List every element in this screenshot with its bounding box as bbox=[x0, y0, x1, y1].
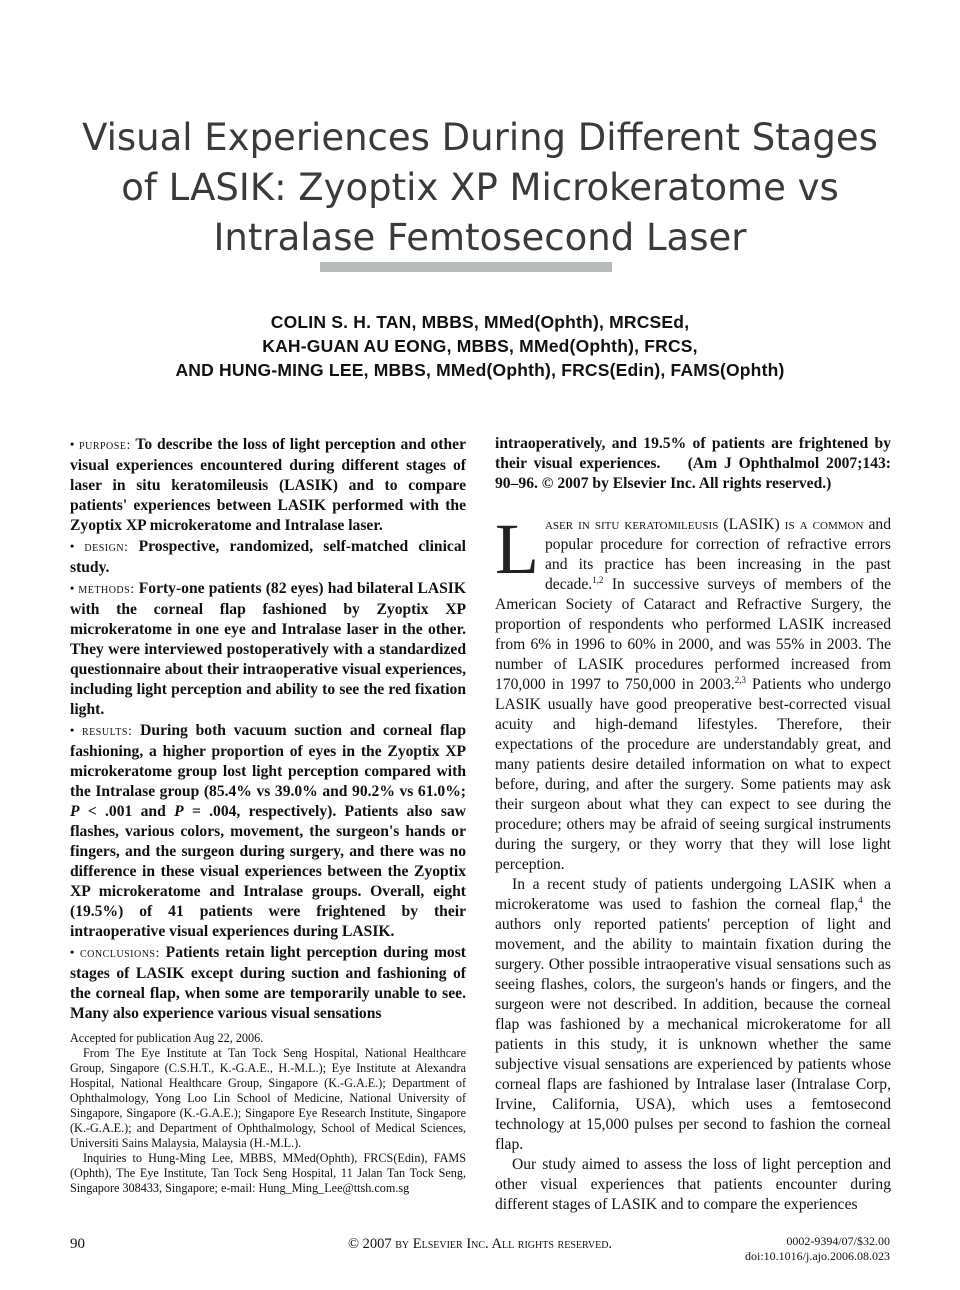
footer-identifiers bbox=[745, 1234, 890, 1264]
affiliations: From The Eye Institute at Tan Tock Seng Hospital, National Healthcare Group, Singapore (C.S.H.T., K.-G.A.E., H.-M.L.); Eye Institute at Alexandra Hospital, National Healthcare Group, Singapore (K.-G.A.E.); Department of Ophthalmology, Yong Loo Lin School of Medicine, National University of Singapore, Singapore (K.-G.A.E.); Singapore Eye Research Institute, Singapore (K.-G.A.E.); and Department of Ophthalmology, School of Medical Sciences, Universiti Sains Malaysia, Malaysia (H.-M.L.). bbox=[70, 1046, 466, 1150]
inquiries: Inquiries to Hung-Ming Lee, MBBS, MMed(Ophth), FRCS(Edin), FAMS (Ophth), The Eye Institute, Tan Tock Seng Hospital, 11 Jalan Tan Tock Seng, Singapore 308433, Singapore; e-mail: Hung_Ming_Lee@ttsh.com.sg bbox=[70, 1151, 466, 1195]
section-label: results: bbox=[82, 724, 133, 739]
left-column bbox=[70, 434, 466, 1024]
bullet-icon: • bbox=[70, 437, 75, 451]
body-paragraph: In a recent study of patients undergoing LASIK when a microkeratome was used to fashion the corneal flap,$^4$ the authors only reported patients' perception of light and movement, and the ability to maintain fixation during the surgery. Other possible intraoperative visual sensations such as seeing flashes, colors, the surgeon's hands or fingers, and the surgeon were not described. In addition, because the corneal flap was fashioned by a mechanical microkeratome for all patients in this study, it is unknown whether the same subjective visual sensations are experienced by patients whose corneal flaps are fashioned by Intralase laser (Intralase Corp, Irvine, California, USA), which uses a femtosecond technology at 15,000 pulses per second to fashion the corneal flap. bbox=[495, 876, 891, 1153]
abstract-conclusions: • conclusions: Patients retain light perception during most stages of LASIK except during suction and fashioning of the corneal flap, when some are temporarily unable to see. Many also experience various visual sensations bbox=[70, 944, 466, 1022]
article-body bbox=[495, 509, 892, 1215]
abstract-design: • design: Prospective, randomized, self-matched clinical study. bbox=[70, 538, 466, 576]
author-line: COLIN S. H. TAN, MBBS, MMed(Ophth), MRCSEd, bbox=[270, 312, 690, 332]
footer-copyright: © 2007 by Elsevier Inc. All rights reserved. bbox=[347, 1236, 613, 1252]
author-list bbox=[60, 310, 900, 382]
author-line: KAH-GUAN AU EONG, MBBS, MMed(Ophth), FRCS, bbox=[262, 336, 698, 356]
accepted-date: Accepted for publication Aug 22, 2006. bbox=[70, 1031, 264, 1045]
bullet-icon: • bbox=[70, 945, 75, 959]
title-divider bbox=[320, 262, 612, 272]
section-label: purpose: bbox=[79, 438, 131, 453]
page-number: 90 bbox=[70, 1236, 85, 1252]
abstract-continued: intraoperatively, and 19.5% of patients are frightened by their visual experiences. (Am J Ophthalmol 2007;143: 90–96. © 2007 by Elsevier Inc. All rights reserved.) bbox=[495, 435, 891, 492]
issn: 0002-9394/07/$32.00 bbox=[786, 1234, 890, 1248]
right-column bbox=[495, 434, 891, 1215]
citation: (Am J Ophthalmol 2007;143: 90–96. © 2007 by Elsevier Inc. All rights reserved.) bbox=[495, 455, 891, 492]
section-label: design: bbox=[84, 540, 129, 555]
abstract-methods: • methods: Forty-one patients (82 eyes) had bilateral LASIK with the corneal flap fashioned by Zyoptix XP microkeratome in one eye and Intralase laser in the other. They were interviewed postoperatively with a standardized questionnaire about their intraoperative visual experiences, including light perception and ability to see the red fixation light. bbox=[70, 580, 466, 718]
body-paragraph: Laser in situ keratomileusis (LASIK) is a common and popular procedure for correction of refractive errors and its practice has been increasing in the past decade.$^{1,2}$ In successive surveys of members of the American Society of Cataract and Refractive Surgery, the proportion of respondents who performed LASIK increased from 6% in 1996 to 60% in 2000, and was 55% in 2003. The number of LASIK procedures performed increased from 170,000 in 1997 to 750,000 in 2003.$^{2,3}$ Patients who undergo LASIK usually have good preoperative best-corrected visual acuity and high-demand lifestyles. Therefore, their expectations of the procedure are understandably great, and many patients desire detailed information on what to expect before, during, and after the surgery. Some patients may ask their surgeon about what they can expect to see during the procedure; others may be afraid of seeing surgical instruments during the surgery, or they worry that they will lose light perception. bbox=[495, 509, 892, 873]
section-label: methods: bbox=[78, 582, 135, 597]
abstract bbox=[70, 434, 466, 1024]
bullet-icon: • bbox=[70, 581, 75, 595]
drop-cap: L bbox=[495, 509, 539, 589]
bullet-icon: • bbox=[70, 539, 75, 553]
reference-link[interactable]: 4 bbox=[858, 894, 863, 905]
section-label: conclusions: bbox=[79, 946, 160, 961]
article-title: Visual Experiences During Different Stages of LASIK: Zyoptix XP Microkeratome vs Intralase Femtosecond Laser bbox=[82, 115, 878, 259]
article-notes bbox=[70, 1031, 466, 1196]
body-paragraph: Our study aimed to assess the loss of light perception and other visual experiences that patients encounter during different stages of LASIK and to compare the experiences bbox=[495, 1156, 891, 1213]
reference-link[interactable]: 1,2 bbox=[592, 574, 604, 585]
author-line: AND HUNG-MING LEE, MBBS, MMed(Ophth), FRCS(Edin), FAMS(Ophth) bbox=[175, 360, 785, 380]
reference-link[interactable]: 2,3 bbox=[734, 674, 747, 685]
doi: doi:10.1016/j.ajo.2006.08.023 bbox=[745, 1249, 890, 1263]
abstract-results: • results: During both vacuum suction and corneal flap fashioning, a higher proportion of eyes in the Zyoptix XP microkeratome group lost light perception compared with the Intralase group (85.4% vs 39.0% and 90.2% vs 61.0%; P < .001 and P = .004, respectively). Patients also saw flashes, various colors, movement, the surgeon's hands or fingers, and the surgeon during surgery, and there was no difference in these visual experiences between the Zyoptix XP microkeratome and Intralase groups. Overall, eight (19.5%) of 41 patients were frightened by their intraoperative visual experiences during LASIK. bbox=[70, 722, 466, 940]
bullet-icon: • bbox=[70, 723, 75, 737]
abstract-purpose: • purpose: To describe the loss of light perception and other visual experiences encountered during different stages of laser in situ keratomileusis (LASIK) and to compare patients' experiences between LASIK performed with the Zyoptix XP microkeratome and Intralase laser. bbox=[70, 436, 466, 534]
